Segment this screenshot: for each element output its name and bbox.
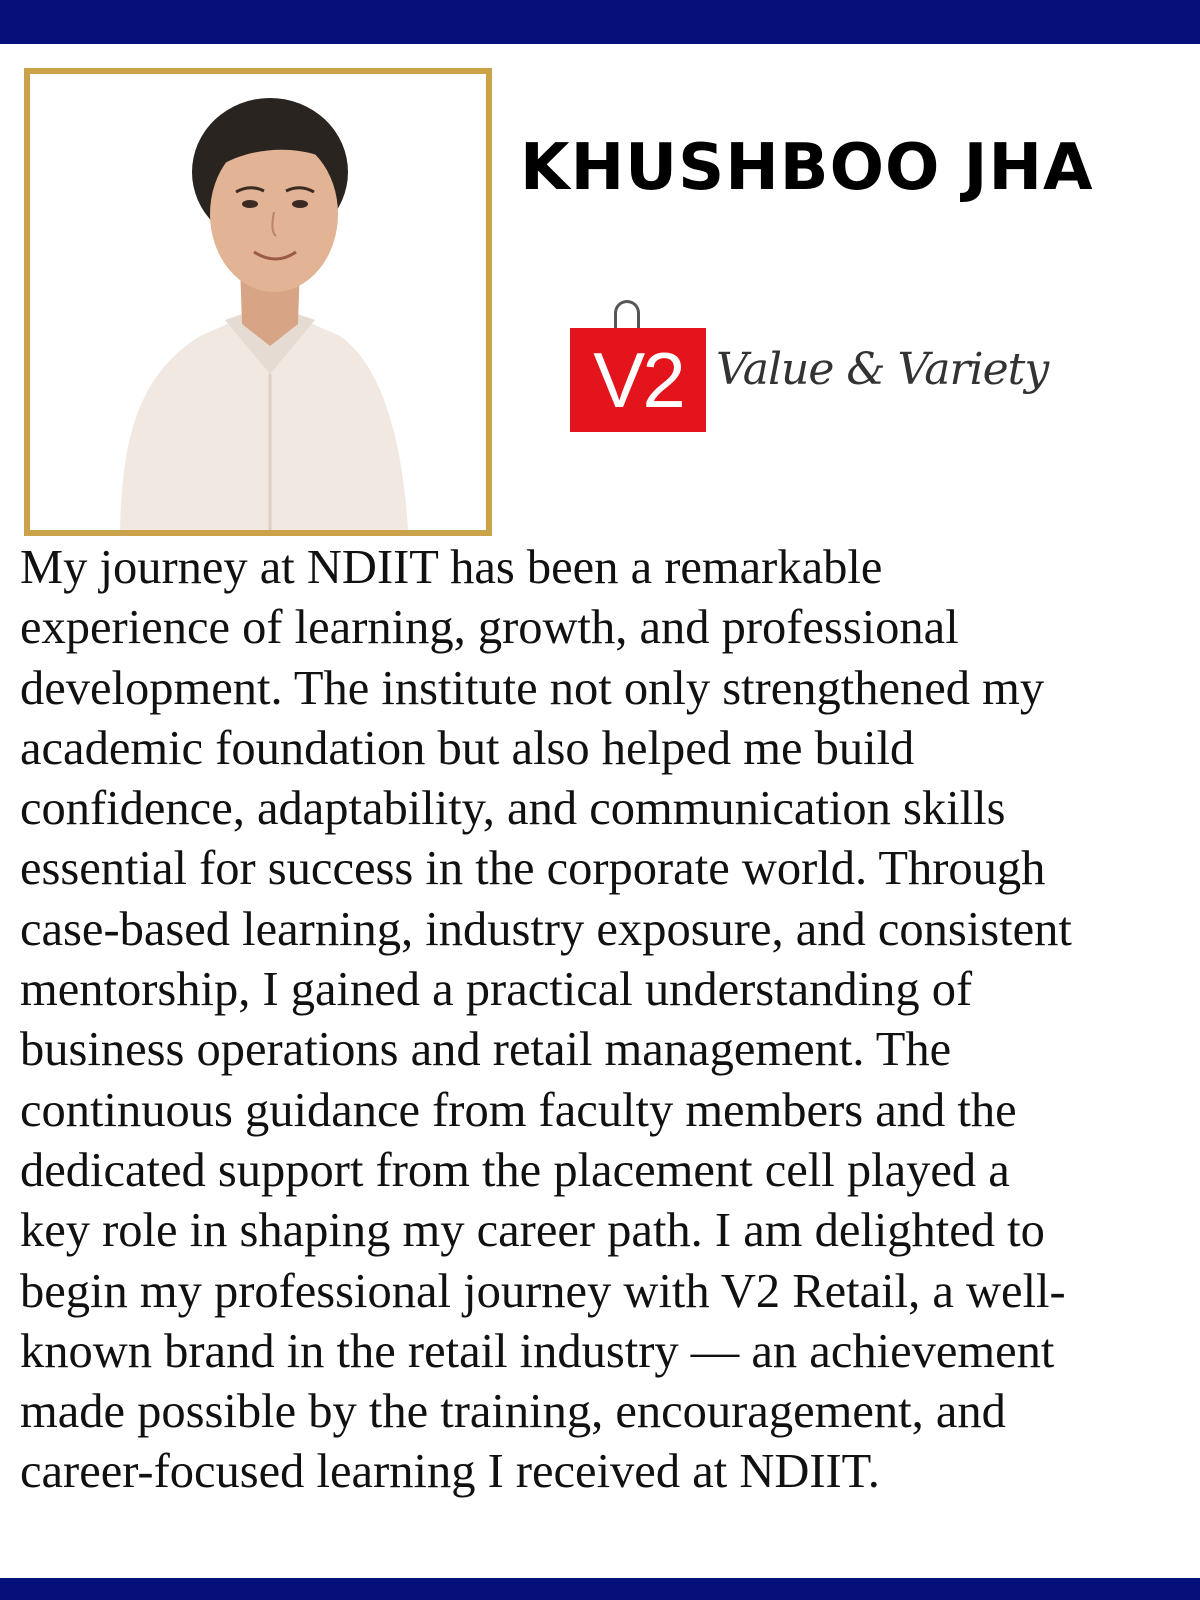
- testimonial-line: academic foundation but also helped me build: [20, 721, 915, 775]
- v2-brand-logo: [556, 294, 1076, 444]
- testimonial-line: business operations and retail management. The: [20, 1023, 952, 1077]
- testimonial-line: made possible by the training, encouragement, and: [20, 1385, 1006, 1439]
- bottom-bar: [0, 1578, 1200, 1600]
- testimonial-line: key role in shaping my career path. I am delighted to: [20, 1204, 1045, 1258]
- testimonial-line: continuous guidance from faculty members and the: [20, 1083, 1017, 1137]
- testimonial-line: mentorship, I gained a practical understanding of: [20, 963, 973, 1017]
- testimonial-line: known brand in the retail industry — an achievement: [20, 1324, 1055, 1378]
- testimonial-line: case-based learning, industry exposure, and consistent: [20, 902, 1072, 956]
- testimonial-line: confidence, adaptability, and communication skills: [20, 782, 1006, 836]
- logo-mark: V2: [593, 336, 683, 424]
- testimonial-line: development. The institute not only strengthened my: [20, 661, 1045, 715]
- shopping-bag-icon: [614, 300, 640, 330]
- profile-photo: [24, 68, 492, 536]
- testimonial-text: [20, 538, 1185, 1503]
- testimonial-line: dedicated support from the placement cell played a: [20, 1143, 1010, 1197]
- testimonial-line: career-focused learning I received at NDIIT.: [20, 1445, 880, 1499]
- testimonial-line: begin my professional journey with V2 Retail, a well-: [20, 1264, 1066, 1318]
- top-bar: [0, 0, 1200, 44]
- person-portrait-icon: [30, 74, 486, 530]
- testimonial-line: My journey at NDIIT has been a remarkable: [20, 541, 883, 594]
- testimonial-line: essential for success in the corporate world. Through: [20, 842, 1046, 896]
- testimonial-line: experience of learning, growth, and professional: [20, 601, 959, 655]
- logo-tagline: Value & Variety: [716, 344, 1049, 395]
- person-name: KHUSHBOO JHA: [520, 131, 1094, 205]
